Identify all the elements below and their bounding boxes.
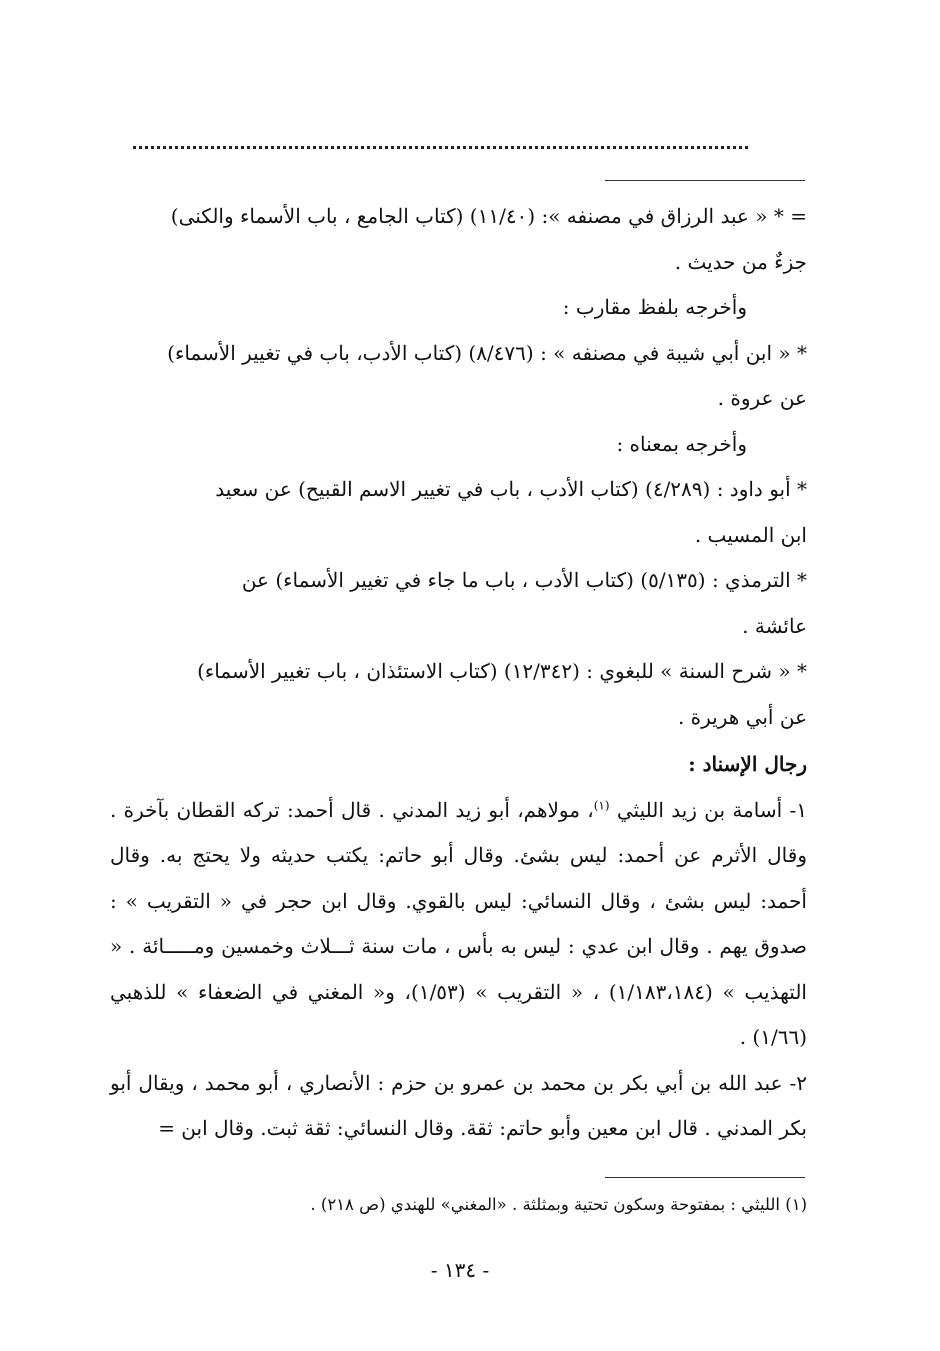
- text-line: عن أبي هريرة .: [677, 704, 807, 729]
- footnote-rule: [605, 1177, 805, 1178]
- text-line: = * « عبد الرزاق في مصنفه »: (١١/٤٠) (كتاب الجامع ، باب الأسماء والكنى): [170, 204, 807, 228]
- footnote: (١) الليثي : بمفتوحة وسكون تحتية وبمثلثة . «المغني» للهندي (ص ٢١٨) .: [310, 1195, 807, 1214]
- text-line: وأخرجه بمعناه :: [616, 431, 747, 456]
- footnote-reference: (١): [593, 797, 610, 812]
- text-line: عائشة .: [742, 613, 807, 638]
- dotted-separator: [133, 146, 748, 149]
- narrator-paragraph-1: [110, 788, 807, 1061]
- text-line: * أبو داود : (٤/٢٨٩) (كتاب الأدب ، باب في تغيير الاسم القبيح) عن سعيد: [215, 477, 807, 501]
- text-line: ابن المسيب .: [694, 522, 807, 547]
- continuation-rule: [605, 180, 805, 181]
- page-number: - ١٣٤ -: [430, 1258, 490, 1282]
- text-line: جزءٌ من حديث .: [674, 249, 807, 274]
- text-line: عن عروة .: [717, 386, 807, 410]
- text-line: * « شرح السنة » للبغوي : (١٢/٣٤٢) (كتاب الاستئذان ، باب تغيير الأسماء): [197, 659, 807, 683]
- text-line: * « ابن أبي شيبة في مصنفه » : (٨/٤٧٦) (كتاب الأدب، باب في تغيير الأسماء): [167, 340, 807, 365]
- text-line: * الترمذي : (٥/١٣٥) (كتاب الأدب ، باب ما جاء في تغيير الأسماء) عن: [241, 568, 807, 592]
- narrator-1-intro: ١- أسامة بن زيد الليثي: [609, 797, 807, 822]
- section-heading: رجال الإسناد :: [688, 752, 807, 776]
- text-line: وأخرجه بلفظ مقارب :: [562, 295, 747, 319]
- main-text: [110, 194, 807, 1152]
- narrator-1-body: ، مولاهم، أبو زيد المدني . قال أحمد: تركه القطان بآخرة . وقال الأثرم عن أحمد: ليس بشئ. وقال أبو حاتم: يكتب حديثه ولا يحتج به. وقال أحمد: ليس بشئ ، وقال النسائي: ليس بالقوي. وقال ابن حجر في « التقريب » : صدوق يهم . وقال ابن عدي : ليس به بأس ، مات سنة ثـــلاث وخمسين ومـــــائة . « التهذيب » (١/١٨٣،١٨٤) ، « التقريب » (١/٥٣)، و« المغني في الضعفاء » للذهبي (١/٦٦) .: [110, 797, 807, 1049]
- narrator-paragraph-2: ٢- عبد الله بن أبي بكر بن محمد بن عمرو بن حزم : الأنصاري ، أبو محمد ، ويقال أبو بكر المدني . قال ابن معين وأبو حاتم: ثقة. وقال النسائي: ثقة ثبت. وقال ابن =: [110, 1070, 807, 1140]
